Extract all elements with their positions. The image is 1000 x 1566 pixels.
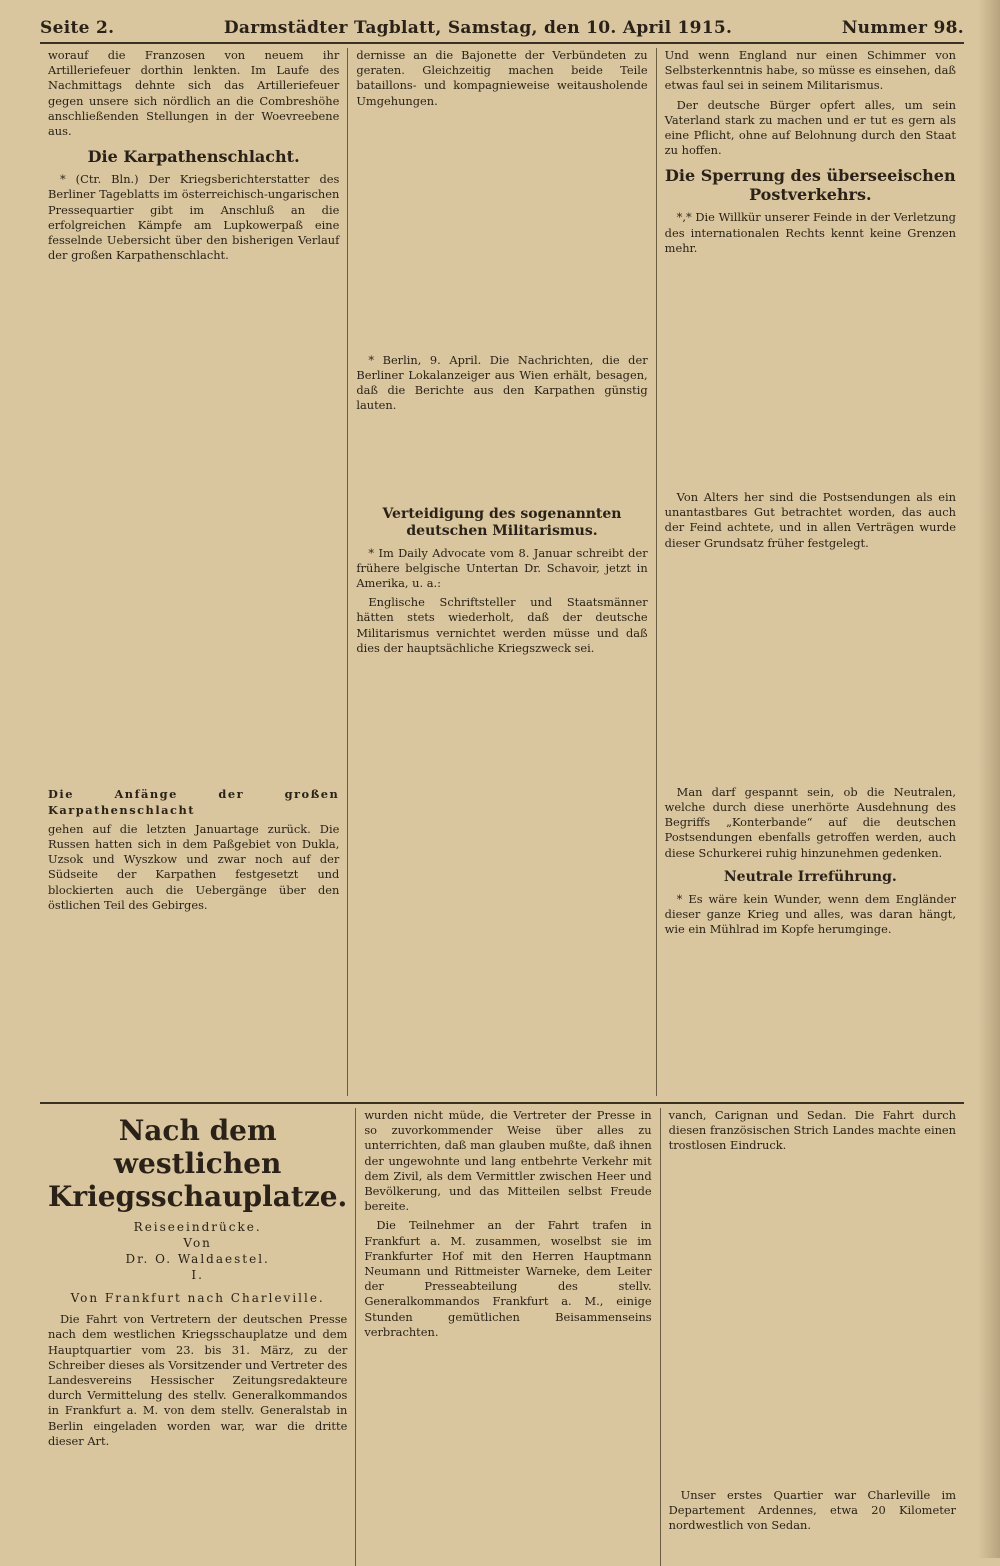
masthead [40,18,964,44]
feature-title: Nach dem westlichen Kriegsschauplatze. [48,1114,348,1213]
feature-col2-paragraph: Die Teilnehmer an der Fahrt trafen in Frankfurt a. M. zusammen, woselbst sie im Frankfurter Hof mit den Herren Hauptmann Neumann und Rittmeister Warneke, dem Leiter der Presseabteilung des stellv. Generalkommandos Frankfurt a. M., einige Stunden gemütlichen Beisammenseins verbrachten. [364,1218,652,1339]
issue-number: Nummer 98. [841,18,964,38]
section-rule [40,1102,964,1104]
upper-columns [40,48,964,1096]
col3-lead-in: Und wenn England nur einen Schimmer von Selbsterkenntnis habe, so müsse es einsehen, daß etwas faul sei in seinem Militarismus. [664,48,956,93]
feature-col3-paragraph: Unser erstes Quartier war Charleville im Departement Ardennes, etwa 20 Kilometer nordwestlich von Sedan. [668,1487,956,1533]
column-3 [656,48,964,1096]
sperrung-paragraph-2: Von Alters her sind die Postsendungen als ein unantastbares Gut betrachtet worden, das auch der Feind achtete, und in allen Verträgen wurde dieser Grundsatz früher festgelegt. [664,490,956,550]
subhead-anfaenge: Die Anfänge der großen Karpathenschlacht [48,787,340,817]
sperrung-paragraph-1: *,* Die Willkür unserer Feinde in der Verletzung des internationalen Rechts kennt keine Grenzen mehr. [664,210,956,255]
feature-paragraph-1: Die Fahrt von Vertretern der deutschen Presse nach dem westlichen Kriegsschauplatze und dem Hauptquartier vom 23. bis 31. März, zu der Schreiber dieses als Vorsitzender und Vertreter des Landesvereins Hessischer Zeitungsredakteure durch Vermittelung des stellv. Generalkommandos in Frankfurt a. M. von dem stellv. Generalstab in Berlin eingeladen worden war, war die dritte dieser Art. [48,1312,348,1448]
illegible-text-area [665,555,956,785]
feature-by: Von [183,1236,212,1250]
feature-col2-lead: wurden nicht müde, die Vertreter der Presse in so zuvorkommender Weise über alles zu unterrichten, daß man glauben mußte, daß ihnen der ungewohnte und lang entbehrte Verkehr mit dem Zivil, als dem Vermittler zwischen Heer und Bevölkerung, und das Mitteilen selbst Freude bereite. [364,1108,652,1214]
col1-lead-in: worauf die Franzosen von neuem ihr Artilleriefeuer dorthin lenkten. Im Laufe des Nachmittags dehnte sich das Artilleriefeuer gegen unsere sich nördlich an die Combreshöhe anschließenden Stellungen in der Woevreebene aus. [48,48,340,139]
feature-part: I. [191,1268,204,1282]
col3-lead-in-2: Der deutsche Bürger opfert alles, um sein Vaterland stark zu machen und er tut es gern als eine Pflicht, ohne auf Belohnung durch den Staat zu hoffen. [664,97,956,158]
feature-route: Von Frankfurt nach Charleville. [70,1291,325,1305]
sperrung-paragraph-3: Man darf gespannt sein, ob die Neutralen, welche durch diese unerhörte Ausdehnung des Begriffs „Konterbande“ auf die deutschen Postsendungen ebenfalls getroffen werden, auch diese Schurkerei ruhig hinzunehmen gedenken. [664,784,956,860]
illegible-text-area [356,418,647,498]
col2-lead-in: dernisse an die Bajonette der Verbündeten zu geraten. Gleichzeitig machen beide Teile bataillons- und kompagnieweise weitausholende Umgehungen. [356,48,648,108]
berlin-paragraph: * Berlin, 9. April. Die Nachrichten, die der Berliner Lokalanzeiger aus Wien erhält, besagen, daß die Berichte aus den Karpathen günstig lauten. [356,352,648,413]
feature-column-1 [40,1108,355,1566]
feature-author: Dr. O. Waldaestel. [125,1252,270,1266]
page-number: Seite 2. [40,18,115,38]
headline-militarismus: Verteidigung des sogenannten deutschen Militarismus. [382,505,622,539]
column-1 [40,48,347,1096]
lower-columns [40,1108,964,1566]
illegible-text-area [48,1453,347,1566]
headline-irrefuehrung: Neutrale Irreführung. [723,868,897,885]
headline-sperrung: Die Sperrung des überseeischen Postverkehrs. [665,166,956,205]
headline-karpathenschlacht: Die Karpathenschlacht. [87,147,300,167]
karpathen-paragraph: * (Ctr. Bln.) Der Kriegsberichterstatter des Berliner Tageblatts im österreichisch-ungarischen Pressequartier gibt im Anschluß an die erfolgreichen Kämpfe am Lupkowerpaß eine fesselnde Uebersicht über den bisherigen Verlauf der großen Karpathenschlacht. [48,172,340,263]
feature-column-3 [660,1108,964,1566]
feature-col3-lead: vanch, Carignan und Sedan. Die Fahrt durch diesen französischen Strich Landes machte einen trostlosen Eindruck. [668,1108,956,1153]
page-fold-shadow [978,0,1000,1558]
illegible-text-area [48,917,339,1096]
illegible-text-area [356,113,647,353]
feature-column-2 [355,1108,659,1566]
anfaenge-paragraph: gehen auf die letzten Januartage zurück. Die Russen hatten sich in dem Paßgebiet von Dukla, Uzsok und Wyszkow und zwar noch auf der Südseite der Karpathen festgesetzt und blockierten auch die Uebergänge über den östlichen Teil des Gebirges. [48,821,340,912]
irrefuehrung-paragraph: * Es wäre kein Wunder, wenn dem Engländer dieser ganze Krieg und alles, was daran hängt, wie ein Mühlrad im Kopfe herumginge. [664,891,956,937]
illegible-text-area [48,267,339,787]
militarismus-paragraph-2: Englische Schriftsteller und Staatsmänner hätten stets wiederholt, daß der deutsche Militarismus vernichtet werden müsse und daß dies der hauptsächliche Kriegszweck sei. [356,595,648,655]
illegible-text-area [356,660,647,1096]
militarismus-paragraph-1: * Im Daily Advocate vom 8. Januar schreibt der frühere belgische Untertan Dr. Schavoir, jetzt in Amerika, u. a.: [356,545,648,591]
illegible-text-area [665,260,956,490]
illegible-text-area [364,1344,651,1566]
paper-title-date: Darmstädter Tagblatt, Samstag, den 10. April 1915. [223,18,733,38]
illegible-text-area [669,1158,956,1488]
column-2 [347,48,655,1096]
feature-subtitle: Reiseeindrücke. [133,1220,262,1234]
